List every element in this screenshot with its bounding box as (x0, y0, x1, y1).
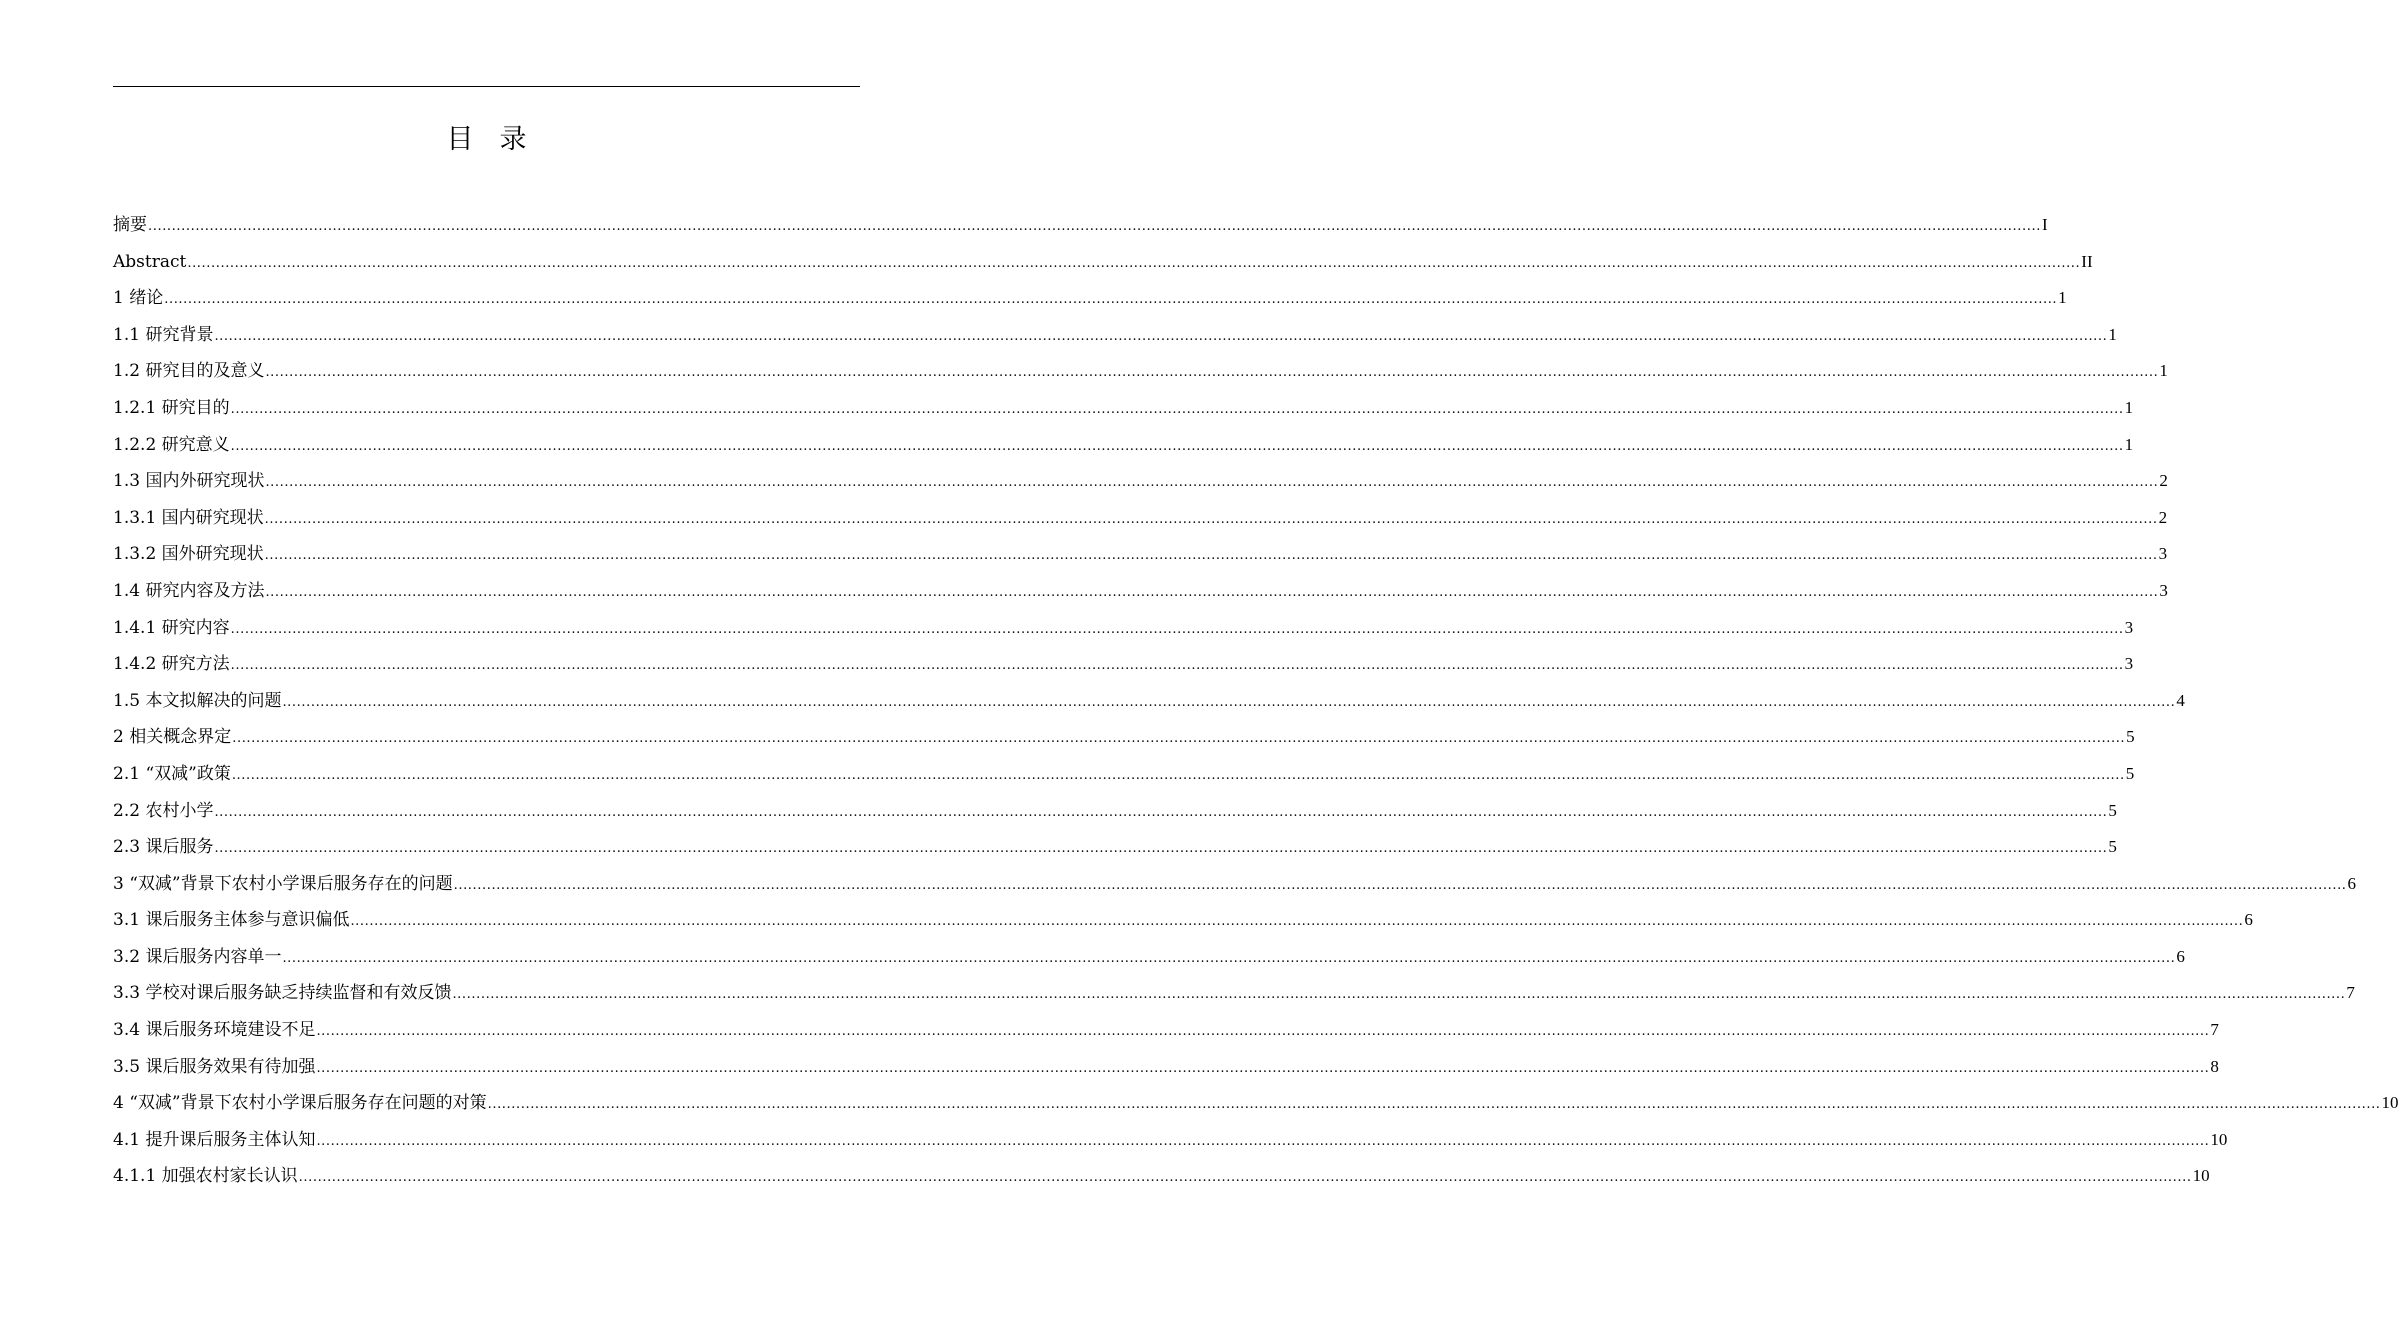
toc-entry-page: 6 (2347, 873, 2357, 893)
toc-entry-page: 7 (2210, 1020, 2219, 1040)
toc-entry-page: 1 (2124, 397, 2134, 417)
toc-entry[interactable] (113, 536, 2168, 573)
toc-entry[interactable] (113, 353, 2168, 390)
toc-entry-label: 3.3 学校对课后服务缺乏持续监督和有效反馈 (113, 983, 452, 1004)
toc-dot-leader: ................................................................................................................................................................................................................................................................................................................................................................................................................ (214, 328, 2108, 344)
toc-entry[interactable] (113, 756, 2135, 793)
toc-dot-leader: ................................................................................................................................................................................................................................................................................................................................................................................................................ (265, 365, 2159, 381)
toc-dot-leader: ................................................................................................................................................................................................................................................................................................................................................................................................................ (148, 219, 2041, 234)
toc-dot-leader: ................................................................................................................................................................................................................................................................................................................................................................................................................ (316, 1060, 2210, 1076)
toc-entry-label: 1.3 国内外研究现状 (113, 471, 265, 492)
toc-entry[interactable] (113, 866, 2357, 903)
toc-entry[interactable] (113, 1122, 2228, 1159)
toc-entry-page: 3 (2124, 617, 2134, 637)
toc-entry-label: 1.4.2 研究方法 (113, 654, 230, 675)
toc-entry[interactable] (113, 317, 2117, 354)
toc-dot-leader: ................................................................................................................................................................................................................................................................................................................................................................................................................ (452, 987, 2346, 1003)
toc-dot-leader: ................................................................................................................................................................................................................................................................................................................................................................................................................ (316, 1024, 2210, 1040)
toc-entry-page: 10 (2210, 1129, 2228, 1149)
toc-entry-page: 5 (2125, 763, 2135, 783)
toc-entry-label: 1.1 研究背景 (113, 324, 214, 345)
toc-entry-label: 2.2 农村小学 (113, 800, 214, 821)
toc-entry-label: 1.5 本文拟解决的问题 (113, 690, 282, 711)
toc-entry-label: 3 “双减”背景下农村小学课后服务存在的问题 (113, 873, 453, 894)
toc-entry-page: 6 (2176, 946, 2185, 966)
toc-dot-leader: ................................................................................................................................................................................................................................................................................................................................................................................................................ (231, 767, 2125, 783)
toc-entry-page: 1 (2108, 324, 2117, 344)
toc-entry-label: 4.1.1 加强农村家长认识 (113, 1166, 298, 1187)
toc-dot-leader: ................................................................................................................................................................................................................................................................................................................................................................................................................ (350, 914, 2244, 930)
toc-entry-page: 10 (2192, 1166, 2210, 1186)
toc-entry[interactable] (113, 793, 2117, 830)
toc-entry[interactable] (113, 244, 2093, 281)
toc-entry-label: 3.1 课后服务主体参与意识偏低 (113, 910, 350, 931)
toc-entry[interactable] (113, 573, 2168, 610)
toc-entry-page: I (2041, 215, 2048, 234)
toc-entry[interactable] (113, 1085, 2399, 1122)
toc-dot-leader: ................................................................................................................................................................................................................................................................................................................................................................................................................ (298, 1170, 2192, 1186)
toc-entry-label: 1 绪论 (113, 288, 164, 309)
toc-entry-page: 1 (2159, 361, 2168, 381)
toc-dot-leader: ................................................................................................................................................................................................................................................................................................................................................................................................................ (164, 292, 2058, 308)
toc-entry-label: 1.3.2 国外研究现状 (113, 544, 264, 565)
toc-entry-label: 1.2 研究目的及意义 (113, 361, 265, 382)
toc-entry-page: 3 (2158, 544, 2168, 564)
toc-entry[interactable] (113, 975, 2355, 1012)
header-rule (113, 86, 860, 87)
toc-entry[interactable] (113, 427, 2134, 464)
toc-entry-page: 8 (2210, 1056, 2219, 1076)
toc-dot-leader: ................................................................................................................................................................................................................................................................................................................................................................................................................ (282, 694, 2176, 710)
toc-entry-label: 3.4 课后服务环境建设不足 (113, 1020, 316, 1041)
toc-dot-leader: ................................................................................................................................................................................................................................................................................................................................................................................................................ (230, 401, 2124, 417)
toc-entry[interactable] (113, 939, 2185, 976)
toc-entry-label: 1.4.1 研究内容 (113, 617, 230, 638)
toc-dot-leader: ................................................................................................................................................................................................................................................................................................................................................................................................................ (187, 255, 2081, 271)
toc-dot-leader: ................................................................................................................................................................................................................................................................................................................................................................................................................ (214, 841, 2108, 857)
toc-entry-page: 5 (2126, 727, 2135, 747)
toc-entry[interactable] (113, 646, 2134, 683)
toc-entry-page: 7 (2346, 983, 2355, 1003)
toc-entry-page: 3 (2124, 654, 2134, 674)
toc-entry-page: 3 (2159, 580, 2168, 600)
toc-entry-label: 1.4 研究内容及方法 (113, 580, 265, 601)
toc-entry-page: 2 (2159, 471, 2168, 491)
toc-dot-leader: ................................................................................................................................................................................................................................................................................................................................................................................................................ (316, 1133, 2210, 1149)
toc-entry[interactable] (113, 902, 2253, 939)
toc-entry-label: 2.3 课后服务 (113, 837, 214, 858)
toc-entry-label: Abstract (113, 251, 187, 272)
toc-entry-label: 4 “双减”背景下农村小学课后服务存在问题的对策 (113, 1093, 487, 1114)
toc-entry-page: II (2081, 251, 2093, 271)
toc-entry[interactable] (113, 829, 2117, 866)
toc-entry[interactable] (113, 390, 2134, 427)
toc-entry[interactable] (113, 500, 2168, 537)
toc-entry-label: 4.1 提升课后服务主体认知 (113, 1129, 316, 1150)
toc-entry-page: 5 (2108, 837, 2117, 857)
toc-entry-page: 4 (2176, 690, 2185, 710)
toc-entry-page: 10 (2381, 1093, 2399, 1113)
toc-dot-leader: ................................................................................................................................................................................................................................................................................................................................................................................................................ (487, 1097, 2381, 1113)
toc-list (113, 207, 2399, 1195)
toc-entry-page: 5 (2108, 800, 2117, 820)
toc-entry-label: 3.5 课后服务效果有待加强 (113, 1056, 316, 1077)
toc-dot-leader: ................................................................................................................................................................................................................................................................................................................................................................................................................ (264, 548, 2158, 564)
toc-entry-page: 6 (2244, 910, 2253, 930)
toc-entry-label: 摘要 (113, 215, 147, 235)
toc-title: 目录 (446, 124, 553, 155)
toc-entry[interactable] (113, 719, 2135, 756)
toc-entry-label: 1.2.2 研究意义 (113, 434, 230, 455)
toc-dot-leader: ................................................................................................................................................................................................................................................................................................................................................................................................................ (232, 731, 2126, 747)
toc-entry-label: 2.1 “双减”政策 (113, 763, 231, 784)
toc-dot-leader: ................................................................................................................................................................................................................................................................................................................................................................................................................ (230, 658, 2124, 674)
toc-dot-leader: ................................................................................................................................................................................................................................................................................................................................................................................................................ (265, 584, 2159, 600)
toc-entry-label: 3.2 课后服务内容单一 (113, 946, 282, 967)
toc-dot-leader: ................................................................................................................................................................................................................................................................................................................................................................................................................ (282, 950, 2176, 966)
toc-entry[interactable] (113, 1158, 2210, 1195)
toc-entry-label: 2 相关概念界定 (113, 727, 232, 748)
toc-entry-label: 1.3.1 国内研究现状 (113, 507, 264, 528)
toc-entry-label: 1.2.1 研究目的 (113, 397, 230, 418)
toc-entry[interactable] (113, 1049, 2219, 1086)
toc-entry-page: 1 (2058, 288, 2067, 308)
toc-entry[interactable] (113, 280, 2067, 317)
toc-dot-leader: ................................................................................................................................................................................................................................................................................................................................................................................................................ (264, 511, 2158, 527)
toc-entry[interactable] (113, 1012, 2219, 1049)
toc-entry[interactable] (113, 610, 2134, 647)
toc-dot-leader: ................................................................................................................................................................................................................................................................................................................................................................................................................ (230, 621, 2124, 637)
toc-dot-leader: ................................................................................................................................................................................................................................................................................................................................................................................................................ (214, 804, 2108, 820)
toc-entry[interactable] (113, 207, 2048, 244)
toc-dot-leader: ................................................................................................................................................................................................................................................................................................................................................................................................................ (453, 877, 2347, 893)
toc-entry[interactable] (113, 463, 2168, 500)
toc-entry-page: 1 (2124, 434, 2134, 454)
toc-entry[interactable] (113, 683, 2185, 720)
toc-entry-page: 2 (2158, 507, 2168, 527)
toc-dot-leader: ................................................................................................................................................................................................................................................................................................................................................................................................................ (230, 438, 2124, 454)
toc-dot-leader: ................................................................................................................................................................................................................................................................................................................................................................................................................ (265, 475, 2159, 491)
